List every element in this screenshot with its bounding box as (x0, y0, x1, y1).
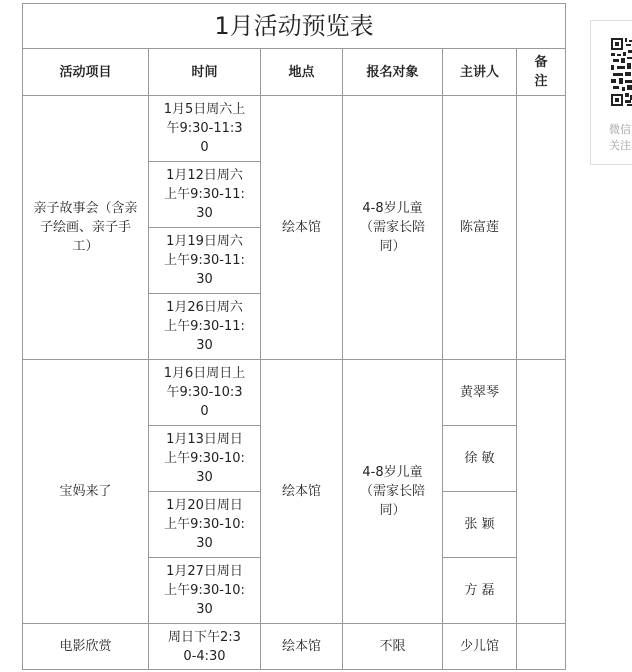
qr-code-icon[interactable] (611, 38, 632, 108)
header-audience: 报名对象 (343, 49, 443, 96)
speaker-cell: 徐 敏 (443, 426, 517, 492)
time-cell: 1月13日周日上午9:30-10:30 (149, 426, 261, 492)
header-speaker: 主讲人 (443, 49, 517, 96)
activity-cell: 亲子故事会（含亲子绘画、亲子手工） (23, 96, 149, 360)
follow-label-2: 关注 (609, 139, 631, 152)
note-cell (517, 96, 566, 360)
note-cell (517, 360, 566, 624)
place-cell: 绘本馆 (261, 624, 343, 670)
audience-cell: 4-8岁儿童（需家长陪同） (343, 96, 443, 360)
place-cell: 绘本馆 (261, 96, 343, 360)
time-cell: 1月27日周日上午9:30-10:30 (149, 558, 261, 624)
time-cell: 1月5日周六上午9:30-11:30 (149, 96, 261, 162)
speaker-cell: 少儿馆 (443, 624, 517, 670)
header-place: 地点 (261, 49, 343, 96)
speaker-cell: 黄翠琴 (443, 360, 517, 426)
time-cell: 1月6日周日上午9:30-10:30 (149, 360, 261, 426)
time-cell: 1月19日周六上午9:30-11:30 (149, 228, 261, 294)
audience-cell: 不限 (343, 624, 443, 670)
activity-table (22, 3, 566, 670)
activity-cell: 电影欣赏 (23, 624, 149, 670)
header-note: 备注 (517, 49, 566, 96)
follow-label-1: 微信 (609, 123, 631, 136)
speaker-cell: 方 磊 (443, 558, 517, 624)
header-time: 时间 (149, 49, 261, 96)
speaker-cell: 张 颖 (443, 492, 517, 558)
time-cell: 周日下午2:30-4:30 (149, 624, 261, 670)
activity-cell: 宝妈来了 (23, 360, 149, 624)
follow-sidebar[interactable] (590, 20, 632, 165)
table-title: 1月活动预览表 (23, 4, 566, 49)
header-activity: 活动项目 (23, 49, 149, 96)
place-cell: 绘本馆 (261, 360, 343, 624)
audience-cell: 4-8岁儿童（需家长陪同） (343, 360, 443, 624)
speaker-cell: 陈富莲 (443, 96, 517, 360)
time-cell: 1月12日周六上午9:30-11:30 (149, 162, 261, 228)
note-cell (517, 624, 566, 670)
time-cell: 1月26日周六上午9:30-11:30 (149, 294, 261, 360)
time-cell: 1月20日周日上午9:30-10:30 (149, 492, 261, 558)
